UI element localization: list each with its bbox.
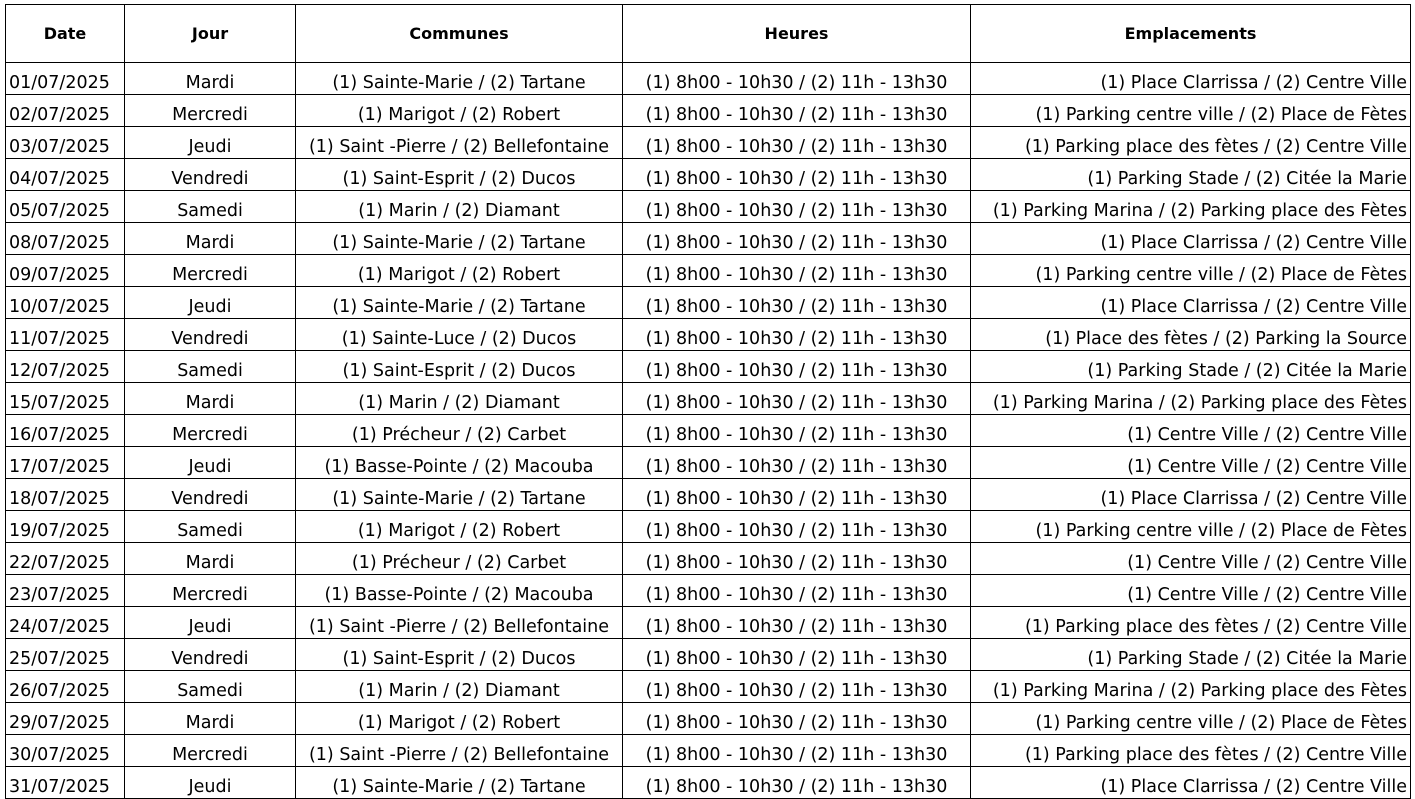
cell-communes: (1) Marigot / (2) Robert <box>296 255 623 287</box>
header-date: Date <box>6 5 125 63</box>
cell-jour: Vendredi <box>125 319 296 351</box>
cell-emplacements: (1) Parking Stade / (2) Citée la Marie <box>971 639 1411 671</box>
header-row <box>6 5 1411 63</box>
header-communes: Communes <box>296 5 623 63</box>
cell-jour: Vendredi <box>125 639 296 671</box>
table-row <box>6 63 1411 95</box>
table-row <box>6 319 1411 351</box>
cell-emplacements: (1) Place Clarrissa / (2) Centre Ville <box>971 63 1411 95</box>
cell-date: 23/07/2025 <box>6 575 125 607</box>
cell-date: 09/07/2025 <box>6 255 125 287</box>
cell-jour: Vendredi <box>125 159 296 191</box>
cell-date: 10/07/2025 <box>6 287 125 319</box>
cell-jour: Samedi <box>125 511 296 543</box>
cell-communes: (1) Basse-Pointe / (2) Macouba <box>296 575 623 607</box>
cell-jour: Samedi <box>125 351 296 383</box>
cell-communes: (1) Marin / (2) Diamant <box>296 191 623 223</box>
table-row <box>6 95 1411 127</box>
table-row <box>6 511 1411 543</box>
cell-heures: (1) 8h00 - 10h30 / (2) 11h - 13h30 <box>623 447 971 479</box>
cell-heures: (1) 8h00 - 10h30 / (2) 11h - 13h30 <box>623 159 971 191</box>
cell-jour: Samedi <box>125 191 296 223</box>
cell-heures: (1) 8h00 - 10h30 / (2) 11h - 13h30 <box>623 255 971 287</box>
table-row <box>6 671 1411 703</box>
cell-emplacements: (1) Parking centre ville / (2) Place de Fètes <box>971 95 1411 127</box>
cell-heures: (1) 8h00 - 10h30 / (2) 11h - 13h30 <box>623 63 971 95</box>
cell-heures: (1) 8h00 - 10h30 / (2) 11h - 13h30 <box>623 287 971 319</box>
cell-jour: Mercredi <box>125 255 296 287</box>
cell-heures: (1) 8h00 - 10h30 / (2) 11h - 13h30 <box>623 191 971 223</box>
table-row <box>6 703 1411 735</box>
table-row <box>6 383 1411 415</box>
header-emplacements: Emplacements <box>971 5 1411 63</box>
cell-heures: (1) 8h00 - 10h30 / (2) 11h - 13h30 <box>623 575 971 607</box>
table-body <box>6 63 1411 799</box>
table-row <box>6 223 1411 255</box>
cell-heures: (1) 8h00 - 10h30 / (2) 11h - 13h30 <box>623 415 971 447</box>
cell-heures: (1) 8h00 - 10h30 / (2) 11h - 13h30 <box>623 351 971 383</box>
cell-emplacements: (1) Parking place des fètes / (2) Centre Ville <box>971 607 1411 639</box>
cell-emplacements: (1) Parking Stade / (2) Citée la Marie <box>971 351 1411 383</box>
header-jour: Jour <box>125 5 296 63</box>
header-heures: Heures <box>623 5 971 63</box>
cell-communes: (1) Saint-Esprit / (2) Ducos <box>296 351 623 383</box>
cell-heures: (1) 8h00 - 10h30 / (2) 11h - 13h30 <box>623 639 971 671</box>
cell-emplacements: (1) Centre Ville / (2) Centre Ville <box>971 543 1411 575</box>
cell-heures: (1) 8h00 - 10h30 / (2) 11h - 13h30 <box>623 703 971 735</box>
cell-jour: Jeudi <box>125 287 296 319</box>
cell-date: 15/07/2025 <box>6 383 125 415</box>
cell-communes: (1) Sainte-Marie / (2) Tartane <box>296 223 623 255</box>
table-row <box>6 255 1411 287</box>
cell-communes: (1) Marigot / (2) Robert <box>296 95 623 127</box>
table-row <box>6 159 1411 191</box>
cell-date: 30/07/2025 <box>6 735 125 767</box>
cell-date: 22/07/2025 <box>6 543 125 575</box>
cell-jour: Jeudi <box>125 127 296 159</box>
cell-jour: Jeudi <box>125 767 296 799</box>
table-row <box>6 127 1411 159</box>
cell-heures: (1) 8h00 - 10h30 / (2) 11h - 13h30 <box>623 607 971 639</box>
cell-heures: (1) 8h00 - 10h30 / (2) 11h - 13h30 <box>623 543 971 575</box>
table-row <box>6 191 1411 223</box>
cell-communes: (1) Sainte-Marie / (2) Tartane <box>296 63 623 95</box>
cell-date: 12/07/2025 <box>6 351 125 383</box>
cell-date: 03/07/2025 <box>6 127 125 159</box>
schedule-table <box>5 4 1411 799</box>
cell-date: 01/07/2025 <box>6 63 125 95</box>
cell-communes: (1) Saint -Pierre / (2) Bellefontaine <box>296 127 623 159</box>
cell-date: 16/07/2025 <box>6 415 125 447</box>
cell-date: 31/07/2025 <box>6 767 125 799</box>
cell-jour: Mercredi <box>125 735 296 767</box>
cell-communes: (1) Marin / (2) Diamant <box>296 383 623 415</box>
cell-communes: (1) Marigot / (2) Robert <box>296 703 623 735</box>
cell-jour: Mardi <box>125 383 296 415</box>
cell-date: 05/07/2025 <box>6 191 125 223</box>
cell-date: 25/07/2025 <box>6 639 125 671</box>
cell-communes: (1) Marigot / (2) Robert <box>296 511 623 543</box>
table-row <box>6 607 1411 639</box>
cell-heures: (1) 8h00 - 10h30 / (2) 11h - 13h30 <box>623 671 971 703</box>
cell-jour: Samedi <box>125 671 296 703</box>
table-row <box>6 287 1411 319</box>
cell-communes: (1) Sainte-Marie / (2) Tartane <box>296 767 623 799</box>
cell-date: 18/07/2025 <box>6 479 125 511</box>
cell-communes: (1) Saint-Esprit / (2) Ducos <box>296 639 623 671</box>
cell-heures: (1) 8h00 - 10h30 / (2) 11h - 13h30 <box>623 479 971 511</box>
cell-jour: Mardi <box>125 703 296 735</box>
cell-jour: Vendredi <box>125 479 296 511</box>
table-row <box>6 639 1411 671</box>
cell-heures: (1) 8h00 - 10h30 / (2) 11h - 13h30 <box>623 319 971 351</box>
table-row <box>6 735 1411 767</box>
table-row <box>6 543 1411 575</box>
cell-communes: (1) Basse-Pointe / (2) Macouba <box>296 447 623 479</box>
cell-emplacements: (1) Parking place des fètes / (2) Centre Ville <box>971 127 1411 159</box>
cell-date: 19/07/2025 <box>6 511 125 543</box>
table-row <box>6 479 1411 511</box>
cell-date: 17/07/2025 <box>6 447 125 479</box>
table-row <box>6 575 1411 607</box>
cell-emplacements: (1) Centre Ville / (2) Centre Ville <box>971 415 1411 447</box>
cell-communes: (1) Marin / (2) Diamant <box>296 671 623 703</box>
cell-date: 08/07/2025 <box>6 223 125 255</box>
cell-communes: (1) Saint -Pierre / (2) Bellefontaine <box>296 735 623 767</box>
cell-jour: Mercredi <box>125 575 296 607</box>
cell-jour: Mercredi <box>125 415 296 447</box>
cell-jour: Mardi <box>125 63 296 95</box>
cell-emplacements: (1) Parking centre ville / (2) Place de Fètes <box>971 703 1411 735</box>
cell-communes: (1) Sainte-Marie / (2) Tartane <box>296 479 623 511</box>
cell-jour: Mardi <box>125 223 296 255</box>
table-row <box>6 447 1411 479</box>
cell-emplacements: (1) Parking Marina / (2) Parking place des Fètes <box>971 383 1411 415</box>
cell-communes: (1) Précheur / (2) Carbet <box>296 543 623 575</box>
cell-emplacements: (1) Place des fètes / (2) Parking la Source <box>971 319 1411 351</box>
cell-heures: (1) 8h00 - 10h30 / (2) 11h - 13h30 <box>623 383 971 415</box>
cell-communes: (1) Précheur / (2) Carbet <box>296 415 623 447</box>
cell-heures: (1) 8h00 - 10h30 / (2) 11h - 13h30 <box>623 127 971 159</box>
cell-communes: (1) Sainte-Luce / (2) Ducos <box>296 319 623 351</box>
cell-heures: (1) 8h00 - 10h30 / (2) 11h - 13h30 <box>623 767 971 799</box>
cell-jour: Mercredi <box>125 95 296 127</box>
cell-date: 04/07/2025 <box>6 159 125 191</box>
cell-emplacements: (1) Parking centre ville / (2) Place de Fètes <box>971 511 1411 543</box>
cell-emplacements: (1) Parking Marina / (2) Parking place des Fètes <box>971 191 1411 223</box>
cell-communes: (1) Saint-Esprit / (2) Ducos <box>296 159 623 191</box>
cell-emplacements: (1) Parking Stade / (2) Citée la Marie <box>971 159 1411 191</box>
cell-emplacements: (1) Parking centre ville / (2) Place de Fètes <box>971 255 1411 287</box>
cell-emplacements: (1) Centre Ville / (2) Centre Ville <box>971 447 1411 479</box>
cell-jour: Jeudi <box>125 447 296 479</box>
cell-heures: (1) 8h00 - 10h30 / (2) 11h - 13h30 <box>623 511 971 543</box>
cell-communes: (1) Saint -Pierre / (2) Bellefontaine <box>296 607 623 639</box>
cell-emplacements: (1) Place Clarrissa / (2) Centre Ville <box>971 223 1411 255</box>
cell-date: 29/07/2025 <box>6 703 125 735</box>
cell-date: 24/07/2025 <box>6 607 125 639</box>
cell-emplacements: (1) Place Clarrissa / (2) Centre Ville <box>971 287 1411 319</box>
table-row <box>6 415 1411 447</box>
cell-emplacements: (1) Parking Marina / (2) Parking place des Fètes <box>971 671 1411 703</box>
cell-jour: Jeudi <box>125 607 296 639</box>
cell-jour: Mardi <box>125 543 296 575</box>
table-row <box>6 767 1411 799</box>
cell-communes: (1) Sainte-Marie / (2) Tartane <box>296 287 623 319</box>
cell-heures: (1) 8h00 - 10h30 / (2) 11h - 13h30 <box>623 735 971 767</box>
cell-emplacements: (1) Place Clarrissa / (2) Centre Ville <box>971 479 1411 511</box>
cell-emplacements: (1) Centre Ville / (2) Centre Ville <box>971 575 1411 607</box>
cell-date: 26/07/2025 <box>6 671 125 703</box>
cell-heures: (1) 8h00 - 10h30 / (2) 11h - 13h30 <box>623 95 971 127</box>
cell-emplacements: (1) Parking place des fètes / (2) Centre Ville <box>971 735 1411 767</box>
table-row <box>6 351 1411 383</box>
cell-date: 11/07/2025 <box>6 319 125 351</box>
cell-date: 02/07/2025 <box>6 95 125 127</box>
cell-emplacements: (1) Place Clarrissa / (2) Centre Ville <box>971 767 1411 799</box>
cell-heures: (1) 8h00 - 10h30 / (2) 11h - 13h30 <box>623 223 971 255</box>
